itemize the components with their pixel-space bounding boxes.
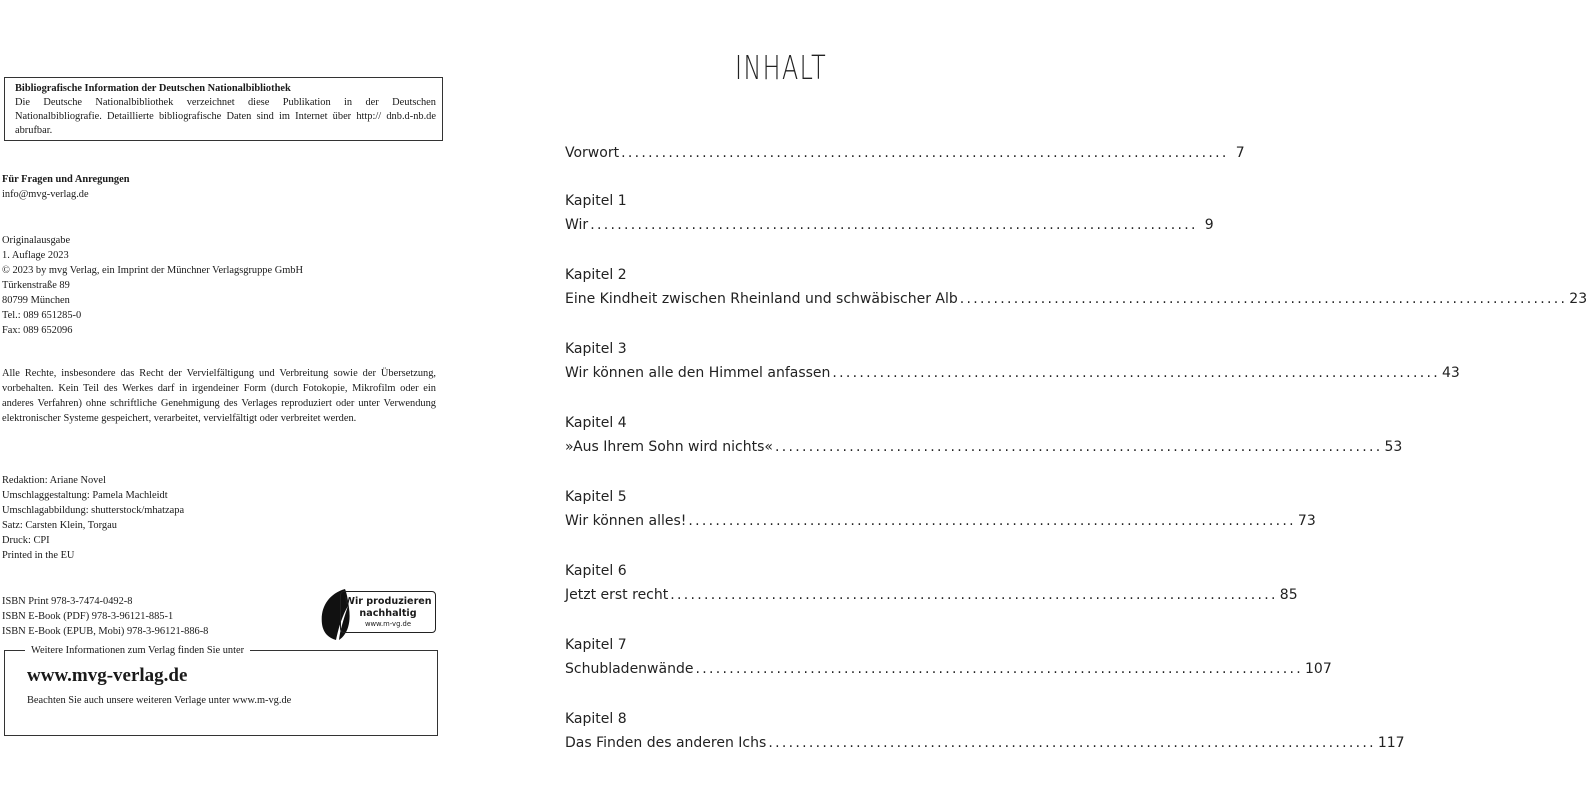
badge-box (340, 591, 436, 633)
toc-entry[interactable] (565, 559, 1298, 607)
toc-chapter-label: Kapitel 8 (565, 711, 627, 727)
toc-entry-title: Wir können alle den Himmel anfassen (565, 365, 831, 381)
contact-email[interactable]: info@mvg-verlag.de (2, 189, 89, 200)
toc-page-number: 7 (1235, 145, 1245, 161)
toc-entry-title: Schubladenwände (565, 661, 694, 677)
toc-entry-title: Vorwort (565, 145, 620, 161)
isbn-line: ISBN Print 978-3-7474-0492-8 (2, 596, 133, 607)
publisher-block (2, 233, 442, 338)
leader-dots: .......................................................................................... (695, 661, 1303, 677)
toc-page-number: 43 (1441, 365, 1460, 381)
toc-chapter-label: Kapitel 5 (565, 489, 627, 505)
credits-block (2, 473, 442, 563)
credit-line: Umschlaggestaltung: Pamela Machleidt (2, 490, 168, 501)
publisher-line: Originalausgabe (2, 235, 71, 246)
badge-line-1: Wir produzieren (344, 596, 432, 607)
publisher-line: © 2023 by mvg Verlag, ein Imprint der Münchner Verlagsgruppe GmbH (2, 265, 303, 276)
toc-entry-title: Das Finden des anderen Ichs (565, 735, 767, 751)
toc-entry-title: Eine Kindheit zwischen Rheinland und schwäbischer Alb (565, 291, 958, 307)
toc-entry[interactable] (565, 485, 1316, 533)
toc-page-number: 85 (1279, 587, 1298, 603)
isbn-line: ISBN E-Book (EPUB, Mobi) 978-3-96121-886-8 (2, 626, 209, 637)
badge-url: www.m-vg.de (364, 620, 412, 628)
toc-chapter-label: Kapitel 6 (565, 563, 627, 579)
imprint-page (0, 0, 470, 800)
toc-chapter-label: Kapitel 7 (565, 637, 627, 653)
toc-entry[interactable] (565, 141, 1245, 165)
toc-entry[interactable] (565, 707, 1405, 755)
leader-dots: .......................................................................................... (768, 735, 1376, 751)
leader-dots: .......................................................................................... (590, 217, 1198, 233)
toc-chapter-label: Kapitel 3 (565, 341, 627, 357)
toc-entry-title: Jetzt erst recht (565, 587, 669, 603)
leader-dots: .......................................................................................... (621, 145, 1229, 161)
bibliographic-text: Die Deutsche Nationalbibliothek verzeichnet diese Publikation in der Deutschen Nationalbibliografie. Detaillierte bibliografische Daten sind im Internet über http:// dnb.d-nb.de abrufbar. (15, 97, 436, 136)
info-box-legend: Weitere Informationen zum Verlag finden Sie unter (25, 643, 250, 658)
toc-entry-title: Wir (565, 217, 589, 233)
leader-dots: .......................................................................................... (670, 587, 1278, 603)
credit-line: Satz: Carsten Klein, Torgau (2, 520, 117, 531)
toc-page-number: 73 (1297, 513, 1316, 529)
leader-dots: .......................................................................................... (688, 513, 1296, 529)
leader-dots: .......................................................................................... (959, 291, 1568, 307)
publisher-line: Türkenstraße 89 (2, 280, 70, 291)
credit-line: Umschlagabbildung: shutterstock/mhatzapa (2, 505, 185, 516)
publisher-line: Tel.: 089 651285-0 (2, 310, 82, 321)
badge-line-2: nachhaltig (359, 608, 417, 619)
publisher-website-link[interactable]: www.mvg-verlag.de (27, 665, 188, 686)
toc-page-number: 53 (1384, 439, 1403, 455)
info-box-note: Beachten Sie auch unsere weiteren Verlage unter www.m-vg.de (27, 695, 292, 706)
toc-entry-title: Wir können alles! (565, 513, 687, 529)
toc-chapter-label: Kapitel 4 (565, 415, 627, 431)
publisher-info-box (4, 645, 438, 736)
publisher-line: 1. Auflage 2023 (2, 250, 69, 261)
toc-chapter-label: Kapitel 2 (565, 267, 627, 283)
publisher-line: Fax: 089 652096 (2, 325, 73, 336)
toc-entry[interactable] (565, 411, 1403, 459)
credit-line: Druck: CPI (2, 535, 50, 546)
toc-page-number: 9 (1204, 217, 1214, 233)
leader-dots: .......................................................................................... (774, 439, 1383, 455)
toc-entry[interactable] (565, 633, 1332, 681)
toc-page-number: 107 (1305, 661, 1332, 677)
rights-notice: Alle Rechte, insbesondere das Recht der Vervielfältigung und Verbreitung sowie der Übersetzung, vorbehalten. Kein Teil des Werkes darf in irgendeiner Form (durch Fotokopie, Mikrofilm oder ein anderes Verfahren) ohne schriftliche Genehmigung des Verlages reproduziert oder unter Verwendung elektronischer Systeme gespeichert, verarbeitet, vervielfältigt oder verbreitet werden. (2, 368, 436, 424)
bibliographic-info-box (4, 77, 443, 141)
contents-page (555, 0, 1587, 800)
contents-title: INHALT (735, 48, 828, 87)
toc-page-number: 117 (1377, 735, 1405, 751)
toc-entry[interactable] (565, 263, 1587, 311)
bibliographic-heading: Bibliografische Information der Deutschen Nationalbibliothek (15, 83, 291, 94)
contact-heading: Für Fragen und Anregungen (2, 174, 130, 185)
toc-chapter-label: Kapitel 1 (565, 193, 627, 209)
credit-line: Printed in the EU (2, 550, 75, 561)
toc-entry[interactable] (565, 337, 1460, 385)
leader-dots: .......................................................................................... (832, 365, 1440, 381)
toc-page-number: 23 (1569, 291, 1587, 307)
toc-entry[interactable] (565, 189, 1214, 237)
sustainability-badge (318, 584, 438, 644)
credit-line: Redaktion: Ariane Novel (2, 475, 106, 486)
contact-block (2, 172, 442, 202)
isbn-line: ISBN E-Book (PDF) 978-3-96121-885-1 (2, 611, 174, 622)
publisher-line: 80799 München (2, 295, 70, 306)
toc-entry-title: »Aus Ihrem Sohn wird nichts« (565, 439, 773, 455)
